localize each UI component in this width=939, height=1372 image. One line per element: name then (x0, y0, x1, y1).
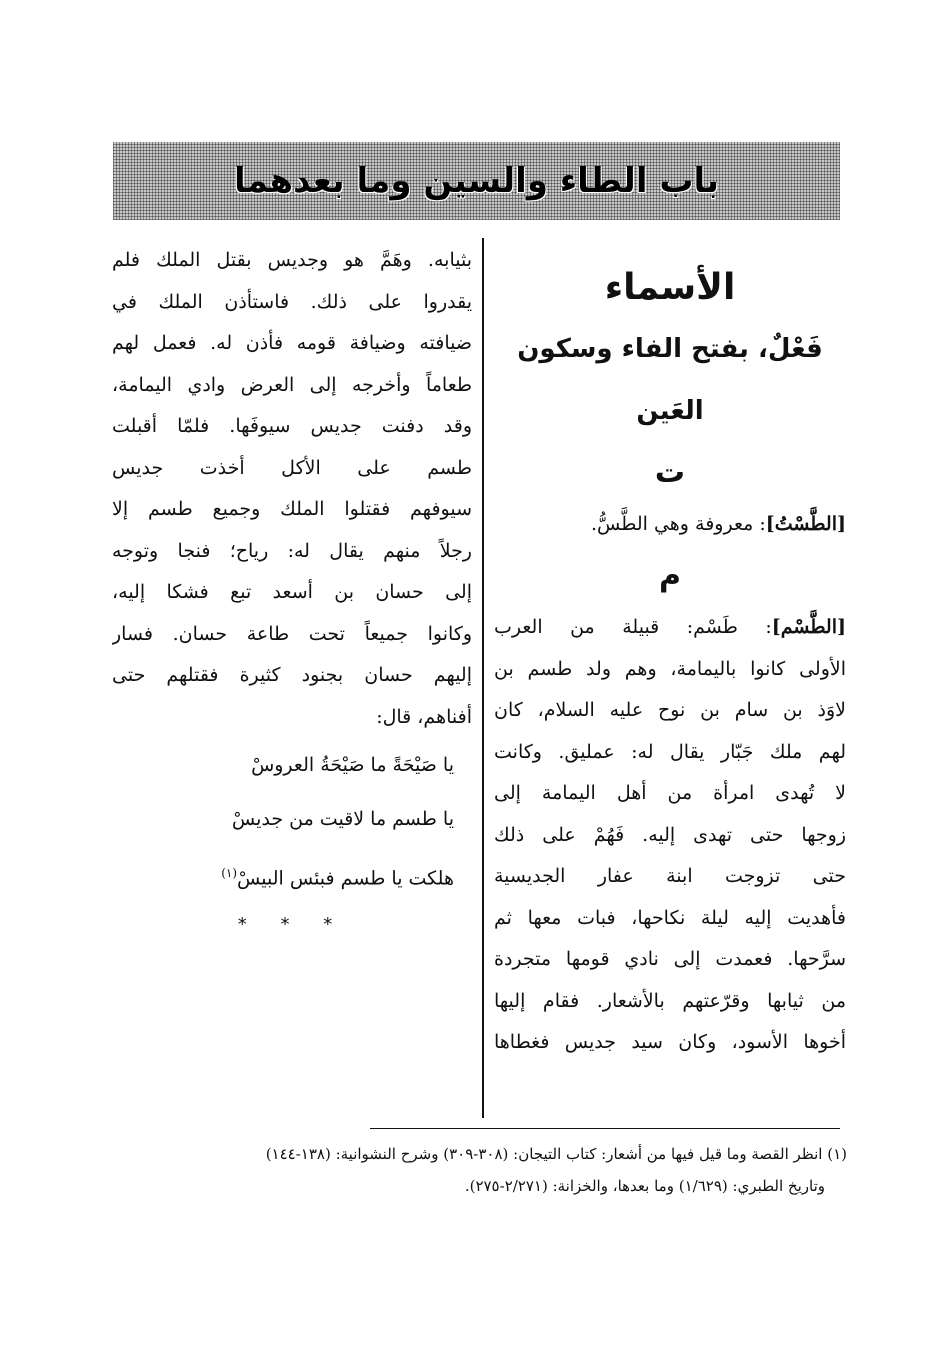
text-line: رجلاً منهم يقال له: رياح؛ فنجا وتوجه (112, 539, 472, 562)
right-column (494, 258, 846, 1064)
text-line: ضيافته وضيافة قومه فأذن له. فعمل لهم (112, 332, 472, 354)
pattern-heading: فَعْلٌ، بفتح الفاء وسكون العَين (517, 334, 823, 426)
entry-tast (494, 504, 846, 545)
chapter-title: باب الطاء والسين وما بعدهما (233, 161, 720, 201)
text-line: لهم ملك جَبّار يقال له: عمليق. وكانت (494, 740, 846, 763)
entry-tast-head: [الطَّسْتُ] (765, 513, 846, 535)
footnote-line: وتاريخ الطبري: (١/٦٢٩) وما بعدها، والخزانة: (٢/٢٧١-٢٧٥). (464, 1177, 825, 1195)
text-line-last: أفناهم، قال: (376, 705, 472, 728)
text-line: بثيابه. وهَمَّ هو وجديس بقتل الملك فلم (112, 249, 472, 271)
text-line: إليهم حسان بجنود كثيرة فقتلهم حتى (112, 664, 472, 686)
column-divider (482, 238, 484, 1118)
entry-tasm-first-line (494, 607, 846, 649)
letter-heading-mim: م (659, 558, 681, 593)
poem-line-last (112, 846, 472, 900)
separator-stars: * * * (237, 914, 347, 935)
poem-line: يا صَيْحَةً ما صَيْحَةُ العروسْ (251, 754, 454, 776)
entry-tasm (494, 607, 846, 1064)
text-line: وكانوا جميعاً تحت طاعة حسان. فسار (112, 622, 472, 645)
text-line: أخوها الأسود، وكان سيد جديس فغطاها (494, 1031, 846, 1053)
text-line: سيوفهم فقتلوا الملك وجميع طسم إلا (112, 498, 472, 520)
letter-heading-ta: ت (654, 455, 686, 490)
text-line: طسم على الأكل أخذت جديس (112, 456, 472, 479)
left-column (112, 240, 472, 935)
entry-tasm-head: [الطَّسْم] (771, 616, 846, 638)
text-line: لا تُهدى امرأة من أهل اليمامة إلى (494, 782, 846, 804)
text-line: يقدروا على ذلك. فاستأذن الملك في (112, 290, 472, 313)
footnote-line: (١) انظر القصة وما قيل فيها من أشعار: كتاب التيجان: (٣٠٨-٣٠٩) وشرح النشوانية: (١٣٨-١٤٤) (265, 1145, 847, 1163)
text-line: فأهديت إليه ليلة نكاحها، فبات معها ثم (494, 906, 846, 929)
text-line: زوجها حتى تهدى إليه. فَهُمْ على ذلك (494, 823, 846, 846)
poem-line: يا طسم ما لاقيت من جديسْ (231, 808, 454, 830)
text-line: الأولى كانوا باليمامة، وهم ولد طسم بن (494, 657, 846, 680)
text-line: من ثيابها وقرّعتهم بالأشعار. فقام إليها (494, 989, 846, 1012)
text-line: وقد دفنت جديس سيوفَها. فلمّا أقبلت (112, 415, 472, 437)
text-line: لاوَذ بن سام بن نوح عليه السلام، كان (494, 699, 846, 721)
footnote-rule (370, 1128, 840, 1129)
entry-tast-text: : معروفة وهي الطَّسُّ. (591, 513, 766, 535)
poem-line-text: هلكت يا طسم فبئس البيسْ (237, 867, 454, 890)
text-line: سرَّحها. فعمدت إلى نادي قومها متجردة (494, 948, 846, 970)
text-line: إلى حسان بن أسعد تبع فشكا إليه، (112, 581, 472, 603)
section-heading: الأسماء (604, 267, 736, 308)
poem (112, 738, 472, 900)
chapter-banner (113, 142, 840, 220)
footnotes (112, 1138, 847, 1202)
entry-tasm-first-text: : طَسْم: قبيلة من العرب (494, 616, 772, 638)
footnote-reference: (١) (221, 866, 238, 880)
text-line: طعاماً وأخرجه إلى العرض وادي اليمامة، (112, 373, 472, 396)
text-line: حتى تزوجت ابنة عفار الجديسية (494, 865, 846, 887)
